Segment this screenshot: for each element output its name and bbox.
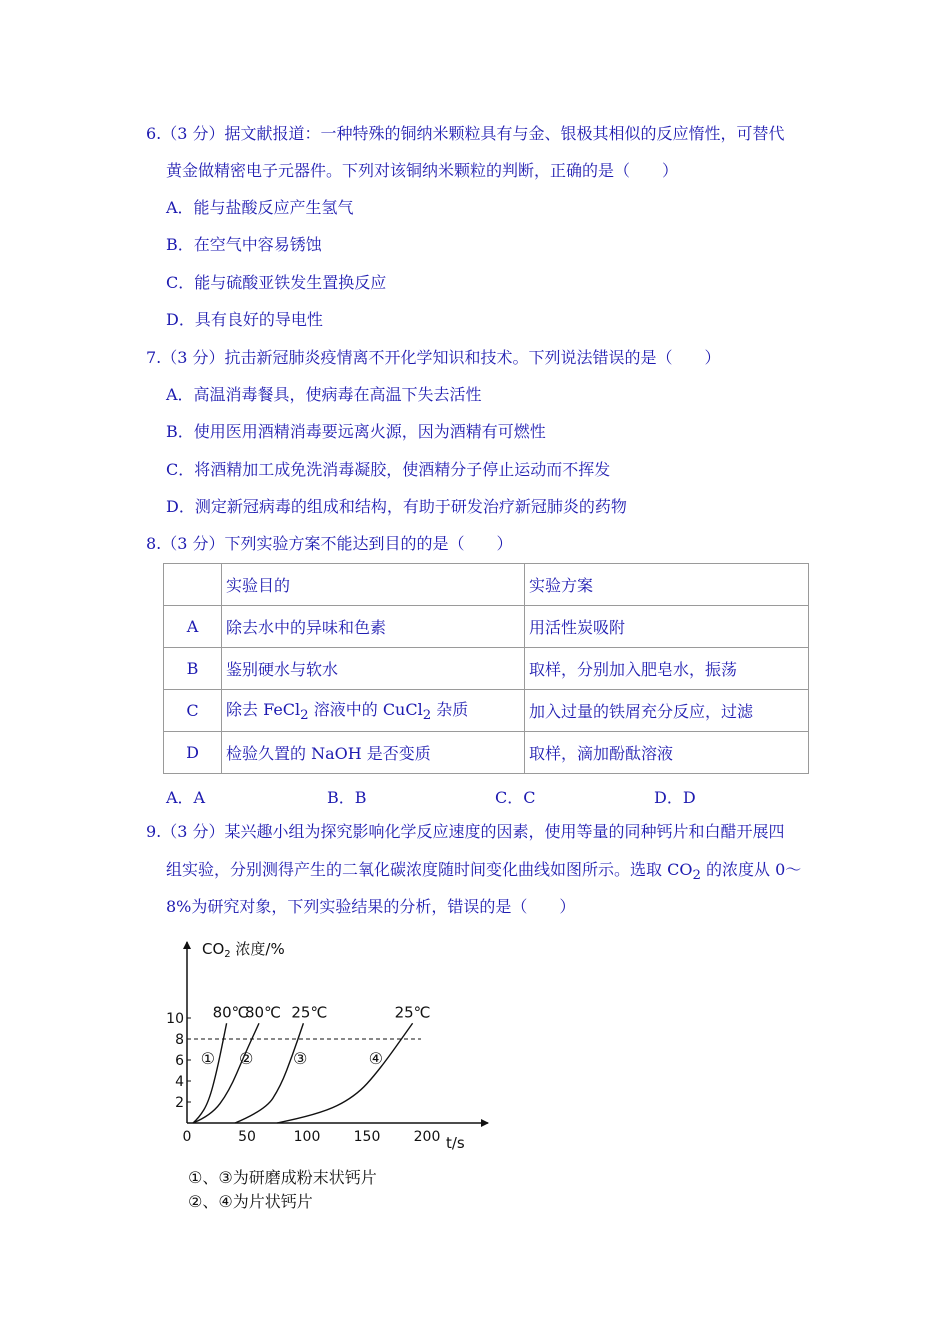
series-name-label: ③ [293, 1049, 308, 1069]
q8-answer-c: C．C [495, 788, 536, 807]
co2-concentration-chart [160, 930, 510, 1160]
x-tick-label: 200 [413, 1129, 441, 1145]
q9-stem-line2 [166, 860, 801, 886]
y-axis-label-post: 浓度/% [230, 940, 285, 958]
series-temp-label: 80℃ [212, 1003, 249, 1022]
table-header-cell: 实验方案 [525, 564, 809, 606]
y-tick-label: 10 [166, 1011, 184, 1027]
q6-stem-line1: 6.（3 分）据文献报道：一种特殊的铜纳米颗粒具有与金、银极其相似的反应惰性，可替代 [146, 124, 785, 143]
row-purpose: 鉴别硬水与软水 [222, 648, 525, 690]
table-row [164, 732, 809, 774]
purpose-text: 除去 FeCl [226, 700, 301, 720]
row-plan: 加入过量的铁屑充分反应，过滤 [525, 690, 809, 732]
series-curve-1 [193, 1023, 227, 1123]
y-axis-label-pre: CO [202, 940, 225, 958]
legend-line-1: ①、③为研磨成粉末状钙片 [188, 1168, 377, 1187]
y-tick-label: 2 [175, 1095, 184, 1111]
stem-text: 组实验，分别测得产生的二氧化碳浓度随时间变化曲线如图所示。选取 CO [166, 860, 693, 879]
chart-ticks [166, 1011, 440, 1145]
series-temp-label: 25℃ [394, 1003, 431, 1022]
y-axis-label [202, 940, 285, 960]
series-curve-3 [235, 1023, 303, 1123]
table-header-cell [164, 564, 222, 606]
x-axis-label: t/s [446, 1134, 465, 1152]
experiment-table [163, 563, 809, 774]
y-tick-label: 4 [175, 1074, 184, 1090]
q9-stem-line3: 8%为研究对象，下列实验结果的分析，错误的是（ ） [166, 897, 576, 916]
stem-text: 的浓度从 0～ [700, 860, 802, 879]
series-name-label: ④ [368, 1049, 383, 1069]
q6-option-b: B．在空气中容易锈蚀 [166, 235, 322, 254]
row-purpose: 检验久置的 NaOH 是否变质 [222, 732, 525, 774]
q7-stem-line1: 7.（3 分）抗击新冠肺炎疫情离不开化学知识和技术。下列说法错误的是（ ） [146, 348, 721, 367]
x-tick-label: 50 [238, 1129, 256, 1145]
row-label: A [164, 606, 222, 648]
q6-option-c: C．能与硫酸亚铁发生置换反应 [166, 273, 387, 292]
chart-series [193, 1003, 431, 1123]
subscript: 2 [300, 708, 309, 724]
q7-option-a: A．高温消毒餐具，使病毒在高温下失去活性 [166, 385, 482, 404]
row-plan: 用活性炭吸附 [525, 606, 809, 648]
row-purpose: 除去水中的异味和色素 [222, 606, 525, 648]
table-row [164, 606, 809, 648]
purpose-text: 溶液中的 CuCl [308, 700, 423, 720]
q8-answer-a: A．A [166, 788, 206, 807]
table-row [164, 648, 809, 690]
y-axis-label-sub: 2 [224, 949, 231, 960]
q6-option-a: A．能与盐酸反应产生氢气 [166, 198, 354, 217]
series-curve-4 [277, 1023, 413, 1123]
series-name-label: ② [239, 1049, 254, 1069]
row-label: D [164, 732, 222, 774]
y-tick-label: 8 [175, 1032, 184, 1048]
y-tick-label: 6 [175, 1053, 184, 1069]
row-label: B [164, 648, 222, 690]
series-name-label: ① [200, 1049, 215, 1069]
q8-stem-line1: 8.（3 分）下列实验方案不能达到目的的是（ ） [146, 534, 513, 553]
series-curve-2 [193, 1023, 259, 1123]
x-tick-label: 150 [353, 1129, 381, 1145]
q6-option-d: D．具有良好的导电性 [166, 310, 323, 329]
series-temp-label: 80℃ [245, 1003, 281, 1022]
table-row [164, 690, 809, 732]
legend-line-2: ②、④为片状钙片 [188, 1192, 313, 1211]
table-header-row [164, 564, 809, 606]
x-tick-label: 100 [293, 1129, 321, 1145]
x-tick-label: 0 [182, 1129, 192, 1145]
purpose-text: 杂质 [431, 700, 469, 720]
q7-option-d: D．测定新冠病毒的组成和结构，有助于研发治疗新冠肺炎的药物 [166, 497, 627, 516]
q7-option-c: C．将酒精加工成免洗消毒凝胶，使酒精分子停止运动而不挥发 [166, 460, 611, 479]
subscript: 2 [692, 868, 701, 884]
q8-answer-b: B．B [327, 788, 367, 807]
series-temp-label: 25℃ [291, 1003, 328, 1022]
q6-stem-line2: 黄金做精密电子元器件。下列对该铜纳米颗粒的判断，正确的是（ ） [166, 161, 679, 180]
row-plan: 取样，滴加酚酞溶液 [525, 732, 809, 774]
table-header-cell: 实验目的 [222, 564, 525, 606]
q7-option-b: B．使用医用酒精消毒要远离火源，因为酒精有可燃性 [166, 422, 546, 441]
row-label: C [164, 690, 222, 732]
row-plan: 取样，分别加入肥皂水，振荡 [525, 648, 809, 690]
row-purpose [222, 690, 525, 732]
q9-stem-line1: 9.（3 分）某兴趣小组为探究影响化学反应速度的因素，使用等量的同种钙片和白醋开展四 [146, 822, 785, 841]
q8-answer-d: D．D [654, 788, 696, 807]
subscript: 2 [422, 708, 432, 724]
